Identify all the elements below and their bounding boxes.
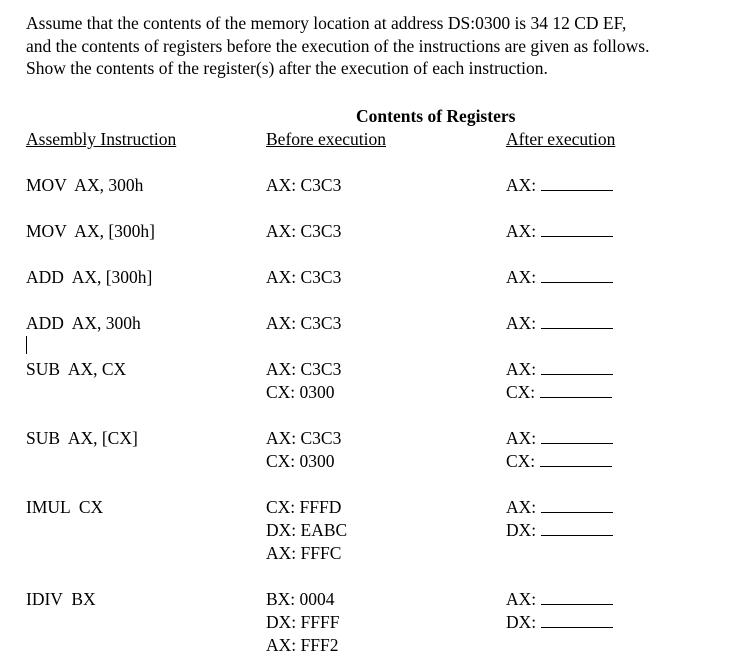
after-register-label: AX: xyxy=(506,359,537,379)
text-cursor xyxy=(26,336,27,354)
after-register-field xyxy=(506,266,613,289)
before-register-value: CX: 0300 xyxy=(266,451,335,471)
answer-blank[interactable] xyxy=(541,358,613,375)
after-register-field xyxy=(506,358,613,381)
assembly-instruction: IDIV BX xyxy=(26,589,96,609)
before-register-value: DX: FFFF xyxy=(266,612,340,632)
before-register-value: CX: FFFD xyxy=(266,497,342,517)
before-values xyxy=(266,427,341,473)
intro-line-1: Assume that the contents of the memory location at address DS:0300 is 34 12 CD EF, xyxy=(26,13,627,33)
answer-blank[interactable] xyxy=(541,496,613,513)
before-values xyxy=(266,496,347,565)
after-register-field xyxy=(506,312,613,335)
answer-blank[interactable] xyxy=(541,611,613,628)
assembly-instruction: ADD AX, 300h xyxy=(26,313,141,333)
assembly-instruction: MOV AX, 300h xyxy=(26,175,144,195)
after-register-field xyxy=(506,496,613,519)
after-register-label: AX: xyxy=(506,267,537,287)
intro-line-2: and the contents of registers before the execution of the instructions are given as follows. xyxy=(26,35,650,56)
after-register-field xyxy=(506,381,613,404)
before-register-value: AX: C3C3 xyxy=(266,267,342,287)
after-register-field xyxy=(506,427,613,450)
header-before-execution: Before execution xyxy=(266,129,387,149)
answer-blank[interactable] xyxy=(541,519,613,536)
answer-blank[interactable] xyxy=(541,266,613,283)
answer-blank[interactable] xyxy=(541,220,613,237)
before-values xyxy=(266,588,339,657)
answer-blank[interactable] xyxy=(540,450,612,467)
after-values xyxy=(506,358,613,404)
header-assembly-instruction: Assembly Instruction xyxy=(26,129,177,149)
after-register-label: AX: xyxy=(506,428,537,448)
before-register-value: AX: C3C3 xyxy=(266,221,342,241)
before-values xyxy=(266,220,341,243)
answer-blank[interactable] xyxy=(541,588,613,605)
after-register-label: AX: xyxy=(506,175,537,195)
before-register-value: AX: C3C3 xyxy=(266,313,342,333)
after-register-label: DX: xyxy=(506,612,537,632)
intro-paragraph xyxy=(26,12,746,80)
after-register-field xyxy=(506,588,613,611)
before-register-value: AX: C3C3 xyxy=(266,359,342,379)
after-values xyxy=(506,266,613,289)
after-register-field xyxy=(506,611,613,634)
after-register-field xyxy=(506,174,613,197)
after-register-label: DX: xyxy=(506,520,537,540)
after-register-label: AX: xyxy=(506,497,537,517)
after-values xyxy=(506,588,613,634)
answer-blank[interactable] xyxy=(540,381,612,398)
after-values xyxy=(506,427,613,473)
assembly-instruction: MOV AX, [300h] xyxy=(26,221,155,241)
before-values xyxy=(266,266,341,289)
assembly-instruction: SUB AX, [CX] xyxy=(26,428,138,448)
intro-line-3: Show the contents of the register(s) after the execution of each instruction. xyxy=(26,58,548,79)
after-values xyxy=(506,220,613,243)
assembly-instruction: SUB AX, CX xyxy=(26,359,127,379)
before-register-value: BX: 0004 xyxy=(266,589,335,609)
before-register-value: AX: FFF2 xyxy=(266,635,339,655)
before-register-value: CX: 0300 xyxy=(266,382,335,402)
before-register-value: AX: C3C3 xyxy=(266,175,342,195)
after-register-label: AX: xyxy=(506,313,537,333)
answer-blank[interactable] xyxy=(541,427,613,444)
assembly-instruction: ADD AX, [300h] xyxy=(26,267,153,287)
answer-blank[interactable] xyxy=(541,312,613,329)
after-values xyxy=(506,174,613,197)
before-register-value: AX: C3C3 xyxy=(266,428,342,448)
after-register-label: AX: xyxy=(506,221,537,241)
before-register-value: DX: EABC xyxy=(266,520,348,540)
table-caption: Contents of Registers xyxy=(356,106,516,126)
after-register-label: CX: xyxy=(506,451,536,471)
assembly-instruction: IMUL CX xyxy=(26,497,104,517)
answer-blank[interactable] xyxy=(541,174,613,191)
before-values xyxy=(266,312,341,335)
before-values xyxy=(266,174,341,197)
after-register-field xyxy=(506,220,613,243)
header-after-execution: After execution xyxy=(506,129,616,149)
after-values xyxy=(506,496,613,542)
after-register-field xyxy=(506,450,613,473)
before-values xyxy=(266,358,341,404)
after-register-field xyxy=(506,519,613,542)
before-register-value: AX: FFFC xyxy=(266,543,342,563)
after-register-label: CX: xyxy=(506,382,536,402)
after-register-label: AX: xyxy=(506,589,537,609)
after-values xyxy=(506,312,613,335)
